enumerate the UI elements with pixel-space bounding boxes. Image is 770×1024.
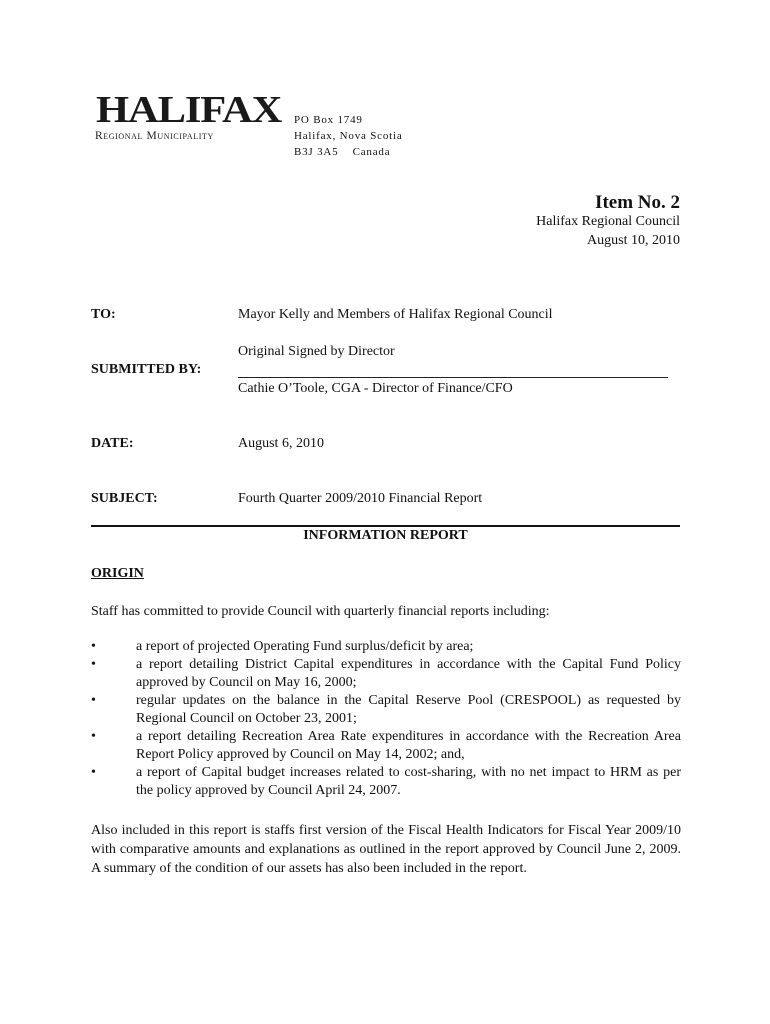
meeting-date: August 10, 2010 bbox=[587, 233, 680, 248]
to-label: TO: bbox=[91, 307, 116, 322]
bullet-mark: • bbox=[91, 729, 96, 744]
subject-value: Fourth Quarter 2009/2010 Financial Report bbox=[238, 491, 483, 506]
list-item-text: a report detailing Recreation Area Rate expenditures in accordance with the Recreation Area Report Policy approved by Council on May 14, 2002; and, bbox=[136, 729, 681, 762]
bullet-mark: • bbox=[91, 765, 96, 780]
list-item-text: regular updates on the balance in the Capital Reserve Pool (CRESPOOL) as requested by Regional Council on October 23, 2001; bbox=[136, 693, 681, 726]
address-line: B3J 3A5 Canada bbox=[294, 146, 391, 158]
date-value: August 6, 2010 bbox=[238, 436, 324, 451]
intro-paragraph: Staff has committed to provide Council with quarterly financial reports including: bbox=[91, 604, 550, 619]
logo-subtitle: Regional Municipality bbox=[95, 130, 214, 142]
to-value: Mayor Kelly and Members of Halifax Regional Council bbox=[238, 307, 553, 322]
list-item bbox=[91, 692, 681, 728]
list-item bbox=[91, 728, 681, 764]
origin-heading: ORIGIN bbox=[91, 566, 144, 581]
divider-rule bbox=[91, 525, 680, 527]
submitted-by-label: SUBMITTED BY: bbox=[91, 362, 202, 377]
logo-wordmark: HALIFAX bbox=[96, 89, 282, 131]
address-line: Halifax, Nova Scotia bbox=[294, 130, 403, 142]
list-item bbox=[91, 656, 681, 692]
bullet-mark: • bbox=[91, 657, 96, 672]
list-item-text: a report of Capital budget increases related to cost-sharing, with no net impact to HRM as per the policy approved by Council April 24, 2007. bbox=[136, 765, 681, 798]
closing-paragraph: Also included in this report is staffs first version of the Fiscal Health Indicators for Fiscal Year 2009/10 with comparative amounts and explanations as outlined in the report approved by Council June 2, 2009. A summary of the condition of our assets has also been included in the report. bbox=[91, 823, 681, 876]
list-item-text: a report of projected Operating Fund surplus/deficit by area; bbox=[136, 639, 474, 654]
bullet-mark: • bbox=[91, 639, 96, 654]
list-item bbox=[91, 764, 681, 800]
list-item-text: a report detailing District Capital expenditures in accordance with the Capital Fund Policy approved by Council on May 16, 2000; bbox=[136, 657, 681, 690]
subject-label: SUBJECT: bbox=[91, 491, 158, 506]
signed-note: Original Signed by Director bbox=[238, 344, 395, 359]
submitted-by-value: Cathie O’Toole, CGA - Director of Finance/CFO bbox=[238, 381, 513, 396]
halifax-logo bbox=[94, 89, 282, 142]
item-number: Item No. 2 bbox=[595, 192, 680, 213]
list-item bbox=[91, 638, 681, 656]
mailing-address bbox=[294, 112, 403, 160]
date-label: DATE: bbox=[91, 436, 134, 451]
signature-line bbox=[238, 377, 668, 378]
report-list bbox=[91, 638, 681, 800]
report-type: INFORMATION REPORT bbox=[303, 528, 468, 543]
bullet-mark: • bbox=[91, 693, 96, 708]
council-name: Halifax Regional Council bbox=[536, 214, 680, 229]
address-line: PO Box 1749 bbox=[294, 114, 363, 126]
